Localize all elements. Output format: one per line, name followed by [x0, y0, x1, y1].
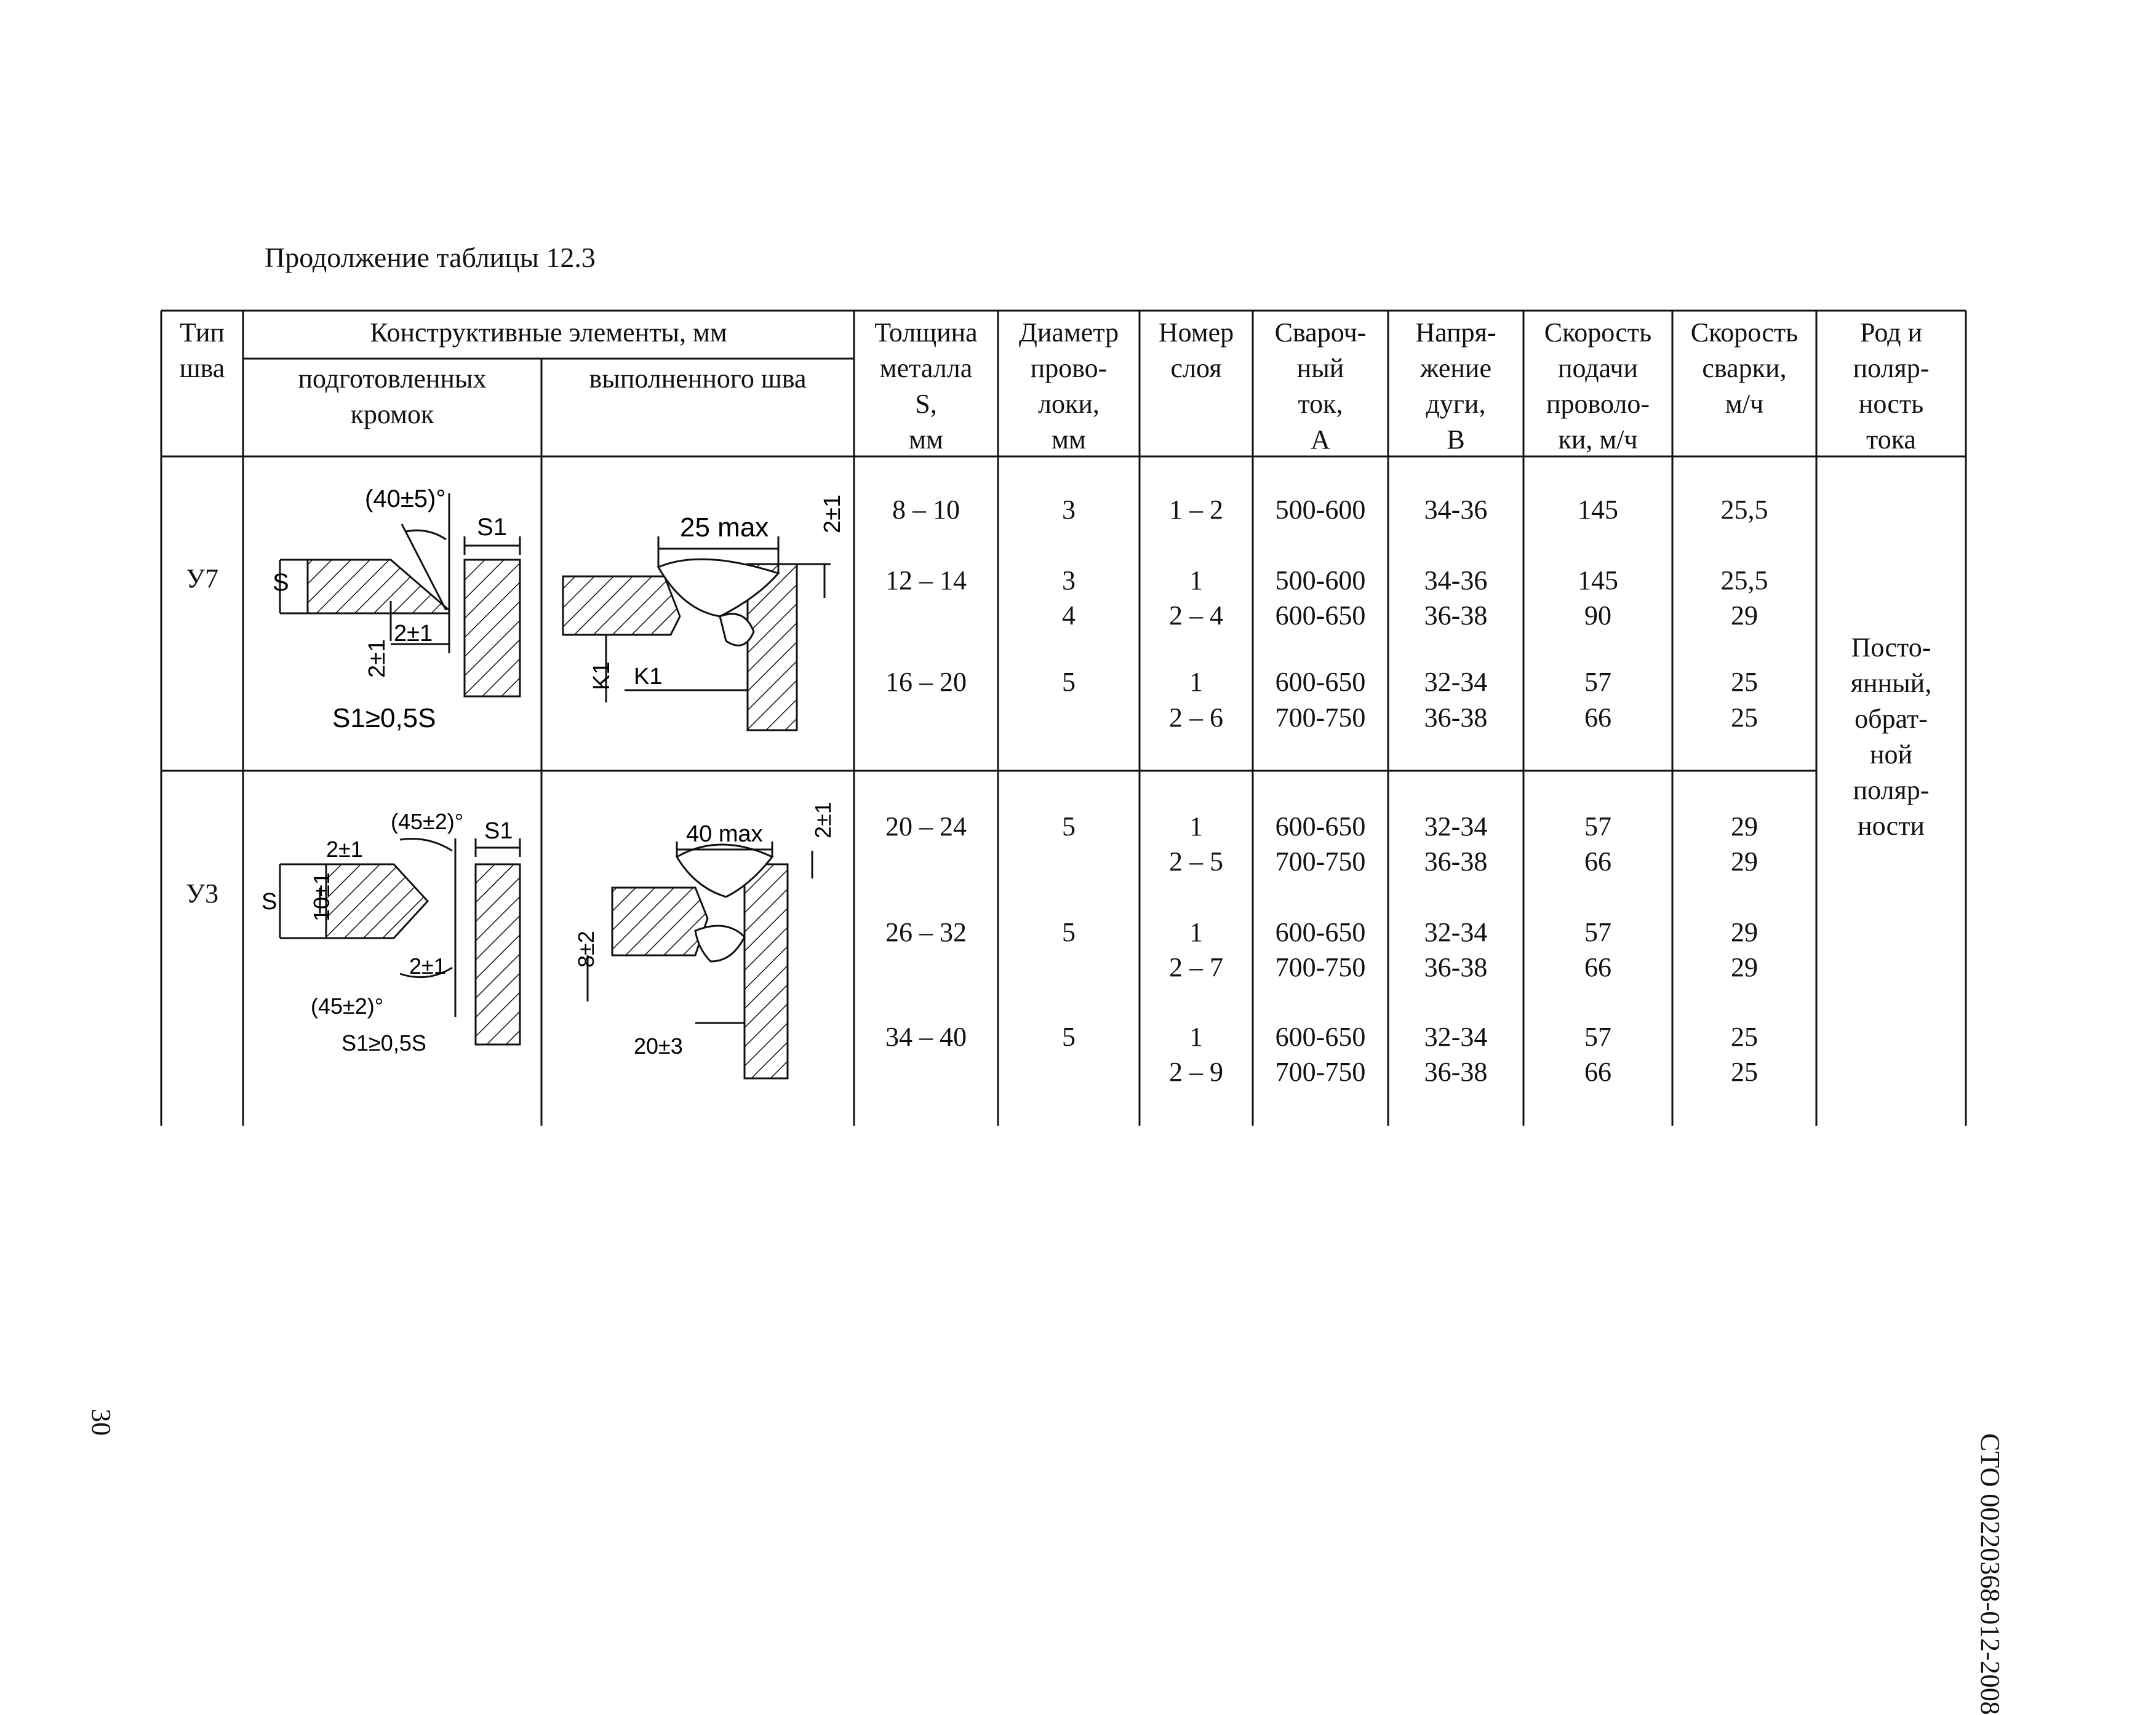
cell-current: 700-750 — [1275, 702, 1366, 733]
cell-current: 600-650 — [1275, 600, 1366, 631]
cell-speed: 25 — [1731, 1022, 1758, 1052]
cell-feed: 90 — [1584, 600, 1611, 631]
cell-layer: 1 — [1189, 667, 1203, 697]
u7-width-label: 25 max — [680, 512, 769, 543]
cell-feed: 145 — [1578, 495, 1618, 525]
cell-voltage: 36-38 — [1424, 1057, 1488, 1087]
cell-thickness: 12 – 14 — [885, 565, 967, 595]
cell-speed: 29 — [1731, 952, 1758, 982]
cell-speed: 29 — [1731, 811, 1758, 842]
cell-voltage: 36-38 — [1424, 846, 1488, 877]
header-thickness: Толщина металла S, мм — [874, 317, 978, 455]
cell-diameter: 5 — [1062, 1022, 1076, 1052]
cell-speed: 25,5 — [1720, 565, 1768, 595]
u3-angle-top-label: (45±2)° — [391, 809, 464, 834]
u3-width-label: 40 max — [686, 821, 763, 847]
document-code: СТО 00220368-012-2008 — [1975, 1433, 2005, 1715]
header-current: Свароч- ный ток, А — [1274, 317, 1367, 455]
cell-speed: 29 — [1731, 917, 1758, 947]
u7-angle-label: (40±5)° — [365, 485, 446, 512]
cell-current: 600-650 — [1275, 1022, 1366, 1052]
cell-feed: 66 — [1584, 702, 1611, 733]
cell-voltage: 32-34 — [1424, 667, 1488, 697]
cell-layer: 1 — [1189, 811, 1203, 842]
header-elements: Конструктивные элементы, мм — [370, 317, 727, 348]
cell-diameter: 4 — [1062, 600, 1076, 631]
cell-voltage: 36-38 — [1424, 600, 1488, 631]
cell-diameter: 5 — [1062, 811, 1076, 842]
cell-feed: 57 — [1584, 917, 1611, 947]
header-polarity: Род и поляр- ность тока — [1853, 317, 1930, 455]
polarity-value: Посто- янный, обрат- ной поляр- ности — [1850, 632, 1932, 841]
cell-thickness: 8 – 10 — [892, 495, 960, 525]
header-prepared: подготовленных кромок — [298, 364, 487, 429]
cell-feed: 66 — [1584, 952, 1611, 982]
cell-current: 700-750 — [1275, 952, 1366, 982]
cell-layer: 2 – 6 — [1169, 702, 1223, 733]
page-number: 30 — [86, 1409, 116, 1436]
cell-feed: 145 — [1578, 565, 1618, 595]
u3-finished-drawing — [541, 771, 854, 1126]
u7-k1-left-label: K1 — [589, 661, 615, 690]
cell-layer: 2 – 9 — [1169, 1057, 1223, 1087]
cell-thickness: 26 – 32 — [885, 917, 967, 947]
u7-s-label: S — [273, 569, 289, 596]
u7-root-label: 2±1 — [394, 621, 433, 647]
cell-layer: 2 – 7 — [1169, 952, 1223, 982]
cell-layer: 1 – 2 — [1169, 495, 1223, 525]
cell-thickness: 16 – 20 — [885, 667, 967, 697]
u3-prepared-drawing — [243, 771, 541, 1126]
weld-type-u3: У3 — [185, 878, 219, 909]
cell-voltage: 34-36 — [1424, 565, 1488, 595]
cell-current: 500-600 — [1275, 495, 1366, 525]
u3-root-top-label: 2±1 — [326, 837, 363, 862]
u7-reinforcement-label: 2±1 — [820, 494, 845, 533]
u7-k1-right-label: K1 — [634, 664, 663, 690]
cell-layer: 1 — [1189, 565, 1203, 595]
cell-voltage: 32-34 — [1424, 917, 1488, 947]
u7-s1-label: S1 — [477, 514, 507, 541]
u7-finished-drawing — [541, 456, 854, 771]
cell-speed: 29 — [1731, 600, 1758, 631]
cell-diameter: 3 — [1062, 495, 1076, 525]
cell-feed: 66 — [1584, 1057, 1611, 1087]
header-speed: Скорость сварки, м/ч — [1690, 317, 1799, 419]
cell-feed: 57 — [1584, 811, 1611, 842]
cell-layer: 1 — [1189, 917, 1203, 947]
header-finished: выполненного шва — [589, 364, 807, 394]
cell-speed: 25,5 — [1720, 495, 1768, 525]
cell-layer: 1 — [1189, 1022, 1203, 1052]
cell-diameter: 5 — [1062, 917, 1076, 947]
cell-speed: 25 — [1731, 667, 1758, 697]
cell-speed: 25 — [1731, 1057, 1758, 1087]
cell-current: 600-650 — [1275, 811, 1366, 842]
u7-condition-label: S1≥0,5S — [332, 703, 436, 733]
cell-current: 700-750 — [1275, 1057, 1366, 1087]
u3-root-face-label: 10±1 — [309, 872, 334, 921]
cell-voltage: 34-36 — [1424, 495, 1488, 525]
table-caption: Продолжение таблицы 12.3 — [265, 242, 596, 273]
cell-feed: 66 — [1584, 846, 1611, 877]
header-layer: Номер слоя — [1158, 317, 1234, 383]
u7-gap-label: 2±1 — [364, 639, 390, 678]
weld-type-u7: У7 — [185, 563, 219, 594]
u3-leg-label: 20±3 — [634, 1033, 683, 1059]
cell-diameter: 5 — [1062, 667, 1076, 697]
u3-reinforcement-label: 2±1 — [810, 802, 836, 838]
cell-current: 600-650 — [1275, 917, 1366, 947]
cell-thickness: 20 – 24 — [885, 811, 967, 842]
cell-speed: 25 — [1731, 702, 1758, 733]
cell-voltage: 32-34 — [1424, 1022, 1488, 1052]
cell-voltage: 36-38 — [1424, 702, 1488, 733]
cell-current: 600-650 — [1275, 667, 1366, 697]
cell-layer: 2 – 4 — [1169, 600, 1223, 631]
cell-current: 700-750 — [1275, 846, 1366, 877]
u3-condition-label: S1≥0,5S — [341, 1030, 426, 1056]
cell-voltage: 32-34 — [1424, 811, 1488, 842]
cell-feed: 57 — [1584, 1022, 1611, 1052]
header-diameter: Диаметр прово- локи, мм — [1018, 317, 1119, 455]
u3-s1-label: S1 — [484, 818, 513, 844]
cell-speed: 29 — [1731, 846, 1758, 877]
cell-feed: 57 — [1584, 667, 1611, 697]
cell-current: 500-600 — [1275, 565, 1366, 595]
cell-layer: 2 – 5 — [1169, 846, 1223, 877]
header-type: Тип шва — [179, 317, 225, 383]
u3-depth-label: 8±2 — [573, 931, 599, 968]
cell-diameter: 3 — [1062, 565, 1076, 595]
cell-thickness: 34 – 40 — [885, 1022, 967, 1052]
header-voltage: Напря- жение дуги, В — [1415, 317, 1496, 455]
header-feed: Скорость подачи проволо- ки, м/ч — [1544, 317, 1652, 455]
u3-gap-label: 2±1 — [409, 953, 446, 979]
u3-angle-bottom-label: (45±2)° — [311, 993, 384, 1019]
u3-s-label: S — [262, 889, 277, 915]
u7-prepared-drawing — [243, 456, 541, 771]
cell-voltage: 36-38 — [1424, 952, 1488, 982]
